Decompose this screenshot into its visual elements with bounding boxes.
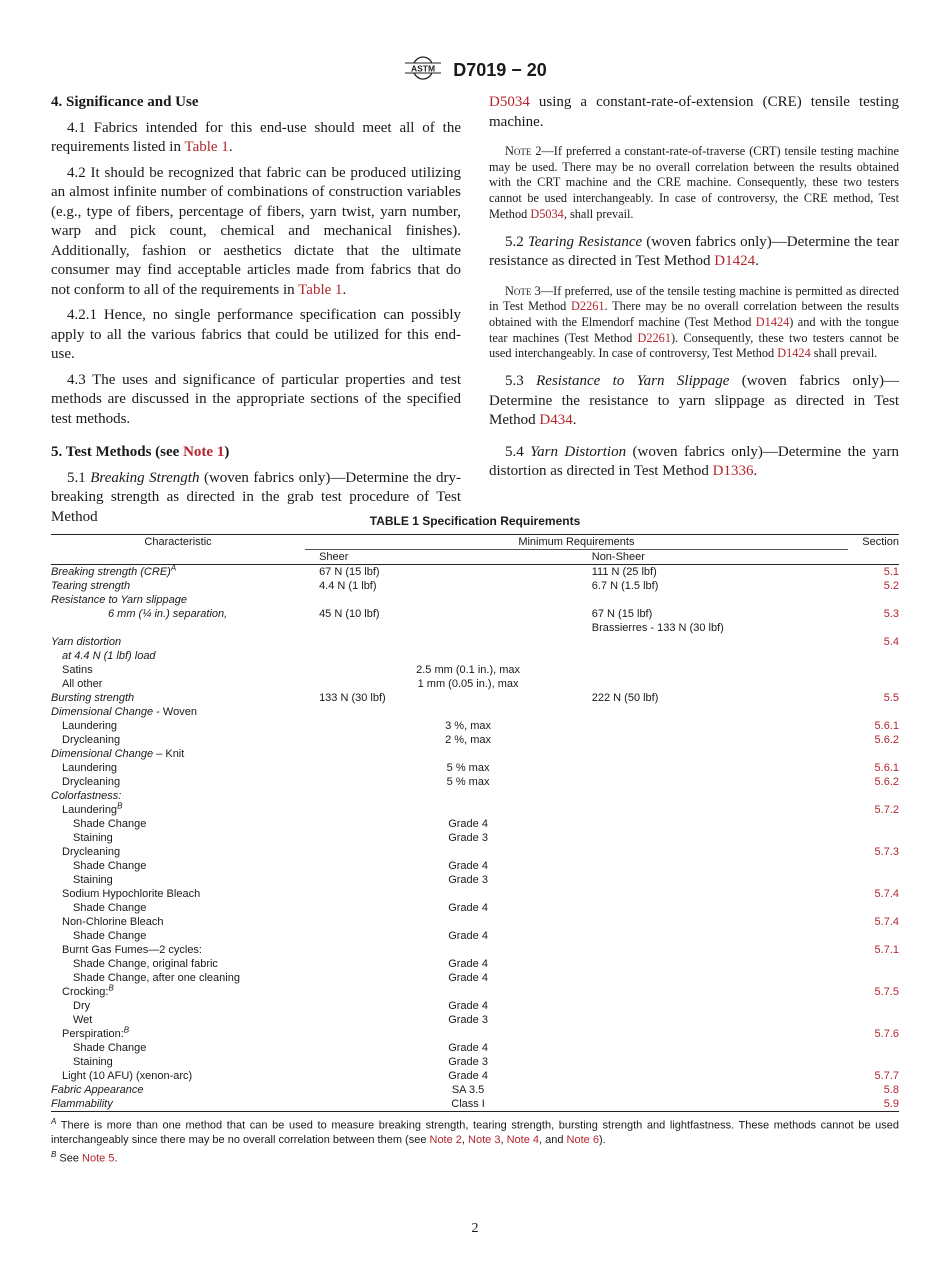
footnote-b: $^B$ See Note 5. [51, 1149, 118, 1165]
astm-logo-icon [403, 56, 443, 85]
header-section: Section [848, 535, 899, 550]
note-2-link[interactable]: Note 2 [429, 1134, 462, 1147]
section-link[interactable]: 5.8 [883, 1084, 899, 1096]
paragraph-4-3: 4.3 The uses and significance of particular properties and test methods are discussed in the appropriate sections of the specified test methods. [51, 371, 461, 427]
page-header [0, 56, 950, 85]
right-column [489, 93, 899, 488]
table-subheader-row [51, 550, 899, 565]
section-link[interactable]: 5.1 [883, 566, 899, 578]
paragraph-5-4: 5.4 Yarn Distortion (woven fabrics only)—Determine the yarn distortion as directed in Test Method D1336. [489, 443, 900, 480]
paragraph-4-1: 4.1 Fabrics intended for this end-use should meet all of the requirements listed in Table 1. [51, 119, 461, 155]
section-link[interactable]: 5.9 [848, 1097, 899, 1112]
section-link[interactable]: 5.2 [883, 580, 899, 592]
table-header-row [51, 535, 899, 550]
page-number: 2 [471, 1221, 479, 1236]
table-row: Resistance to Yarn slippage [51, 594, 187, 606]
table-row: at 4.4 N (1 lbf) load [62, 650, 156, 662]
paragraph-4-2: 4.2 It should be recognized that fabric can be produced utilizing an almost infinite number of combinations of construction variables (e.g., type of fibers, percentage of fibers, yarn twist, yarn number, warp and pick count, chemical and mechanical finishes). Additionally, fashion or aesthetics dictate that the ultimate consumer may find acceptable articles made from fabrics that do not conform to all of the requirements in Table 1. [51, 164, 461, 298]
section-link[interactable]: 5.4 [883, 636, 899, 648]
table-1-link[interactable]: Table 1 [184, 139, 229, 155]
note-3-link[interactable]: Note 3 [468, 1134, 501, 1147]
table-row: Yarn distortion 5.4 [51, 636, 899, 648]
table-row: Staining Grade 3 [73, 1056, 488, 1068]
table-row: Wet Grade 3 [73, 1014, 488, 1026]
table-row: Shade Change Grade 4 [73, 860, 488, 872]
d1336-link[interactable]: D1336 [712, 463, 754, 480]
table-row: Drycleaning 2 %, max 5.6.2 [62, 734, 899, 746]
table-row: Dimensional Change - Woven [51, 706, 197, 718]
table-row: Breaking strength (CRE)$^A$ 67 N (15 lbf) 111 N (25 lbf) 5.1 [51, 563, 899, 578]
header-sheer: Sheer [305, 550, 479, 565]
section-link[interactable]: 5.7.5 [874, 986, 899, 998]
section-4-heading: 4. Significance and Use [51, 94, 199, 110]
d2261-link[interactable]: D2261 [571, 299, 605, 314]
table-row: Laundering$^B$ 5.7.2 [62, 801, 899, 816]
svg-text:ASTM: ASTM [411, 63, 436, 74]
table-row: Burnt Gas Fumes—2 cycles: 5.7.1 [62, 944, 899, 956]
d5034-link[interactable]: D5034 [489, 94, 530, 110]
table-row: Laundering 5 % max 5.6.1 [62, 762, 899, 774]
table-1-link[interactable]: Table 1 [298, 281, 343, 298]
table-row: Shade Change Grade 4 [73, 902, 488, 914]
section-5-heading: 5. Test Methods (see Note 1) [51, 444, 230, 460]
table-row: Shade Change, after one cleaning Grade 4 [73, 972, 488, 984]
d1424-link[interactable]: D1424 [777, 346, 811, 361]
table-row: Crocking:$^B$ 5.7.5 [62, 983, 899, 998]
paragraph-5-2: 5.2 Tearing Resistance (woven fabrics only)—Determine the tear resistance as directed in Test Method D1424. [489, 233, 900, 270]
section-link[interactable]: 5.7.7 [874, 1070, 899, 1082]
table-row: Perspiration:$^B$ 5.7.6 [62, 1025, 899, 1040]
table-row: All other 1 mm (0.05 in.), max [62, 678, 519, 690]
d2261-link[interactable]: D2261 [637, 330, 671, 345]
d1424-link[interactable]: D1424 [755, 314, 790, 329]
table-row: Shade Change Grade 4 [73, 818, 488, 830]
table-row: Sodium Hypochlorite Bleach 5.7.4 [62, 888, 899, 900]
d5034-link[interactable]: D5034 [530, 206, 564, 221]
header-non-sheer: Non-Sheer [576, 550, 848, 565]
table-row: Brassierres - 133 N (30 lbf) [591, 622, 724, 634]
section-link[interactable]: 5.7.2 [874, 804, 899, 816]
table-row: Dry Grade 4 [73, 1000, 488, 1012]
table-title: TABLE 1 Specification Requirements [369, 514, 581, 528]
table-row: 6 mm (¼ in.) separation, 45 N (10 lbf) 67 N (15 lbf) 5.3 [108, 608, 899, 620]
table-row: Shade Change, original fabric Grade 4 [73, 958, 488, 970]
table-row: Fabric Appearance SA 3.5 5.8 [51, 1084, 899, 1096]
table-row: Drycleaning 5 % max 5.6.2 [62, 776, 899, 788]
table-row: Non-Chlorine Bleach 5.7.4 [62, 916, 899, 928]
header-minimum-requirements: Minimum Requirements [305, 535, 848, 550]
note-6-link[interactable]: Note 6 [566, 1134, 599, 1147]
document-code: D7019 − 20 [453, 60, 547, 80]
table-row: Satins 2.5 mm (0.1 in.), max [62, 664, 521, 676]
section-link[interactable]: 5.6.2 [874, 734, 899, 746]
section-link[interactable]: 5.6.2 [874, 776, 899, 788]
table-row: Shade Change Grade 4 [73, 1042, 488, 1054]
specification-table [51, 514, 899, 1112]
section-link[interactable]: 5.5 [883, 692, 899, 704]
section-link[interactable]: 5.7.4 [874, 916, 899, 928]
table-row: Dimensional Change – Knit [51, 748, 185, 760]
table-row: Shade Change Grade 4 [73, 930, 488, 942]
paragraph-5-1-continued: D5034 using a constant-rate-of-extension (CRE) tensile testing machine. [489, 94, 899, 130]
left-column [51, 93, 461, 527]
table-row: Laundering 3 %, max 5.6.1 [62, 720, 899, 732]
paragraph-5-1: 5.1 Breaking Strength (woven fabrics only)—Determine the dry-breaking strength as directed in the grab test procedure of Test Method [51, 469, 462, 525]
section-link[interactable]: 5.3 [883, 608, 899, 620]
table-row: Staining Grade 3 [73, 874, 488, 886]
table-footnotes [51, 1115, 899, 1166]
table-row: Colorfastness: [51, 790, 122, 802]
table-row: Bursting strength 133 N (30 lbf) 222 N (50 lbf) 5.5 [51, 692, 899, 704]
table-row: Light (10 AFU) (xenon-arc) Grade 4 5.7.7 [62, 1070, 899, 1082]
header-characteristic: Characteristic [51, 535, 305, 550]
section-link[interactable]: 5.7.4 [874, 888, 899, 900]
note-3: Note 3—If preferred, use of the tensile testing machine is permitted as directed in Test Method D2261. There may be no overall correlation between the results obtained with the Elmendorf machine (Test Method D1424) and with the tongue tear machines (Test Method D2261). Consequently, these two testers cannot be used interchangeably. In case of controversy, Test Method D1424 shall prevail. [489, 283, 900, 361]
note-1-link[interactable]: Note 1 [183, 444, 225, 460]
section-link[interactable]: 5.7.6 [874, 1028, 899, 1040]
paragraph-4-2-1: 4.2.1 Hence, no single performance specification can possibly apply to all the various fabrics that could be utilized for this end-use. [51, 307, 461, 362]
note-5-link[interactable]: Note 5 [82, 1152, 115, 1165]
footnote-a: $^A$ There is more than one method that can be used to measure breaking strength, tearing strength, bursting strength and lightfastness. These methods cannot be used interchangeably since there may be no overall correlation between them (see Note 2, Note 3, Note 4, and Note 6). [51, 1117, 899, 1147]
table-row: Staining Grade 3 [73, 832, 488, 844]
table-row: Flammability Class I 5.9 [51, 1098, 899, 1110]
note-2: Note 2—If preferred a constant-rate-of-traverse (CRT) tensile testing machine may be used. There may be no overall correlation between the results obtained with the CRT machine and the CRE machine. Consequently, these two testers cannot be used interchangeably. In case of controversy, the CRE method, Test Method D5034, shall prevail. [489, 144, 899, 221]
paragraph-5-3: 5.3 Resistance to Yarn Slippage (woven fabrics only)—Determine the resistance to yarn slippage as directed in Test Method D434. [489, 373, 900, 429]
note-4-link[interactable]: Note 4 [506, 1134, 540, 1147]
table-row: Drycleaning 5.7.3 [62, 846, 899, 858]
section-link[interactable]: 5.6.1 [874, 762, 899, 774]
section-link[interactable]: 5.7.1 [874, 944, 899, 956]
d1424-link[interactable]: D1424 [714, 253, 756, 270]
section-link[interactable]: 5.7.3 [874, 846, 899, 858]
d434-link[interactable]: D434 [539, 412, 573, 429]
table-row: Tearing strength 4.4 N (1 lbf) 6.7 N (1.5 lbf) 5.2 [51, 580, 899, 592]
section-link[interactable]: 5.6.1 [874, 720, 899, 732]
